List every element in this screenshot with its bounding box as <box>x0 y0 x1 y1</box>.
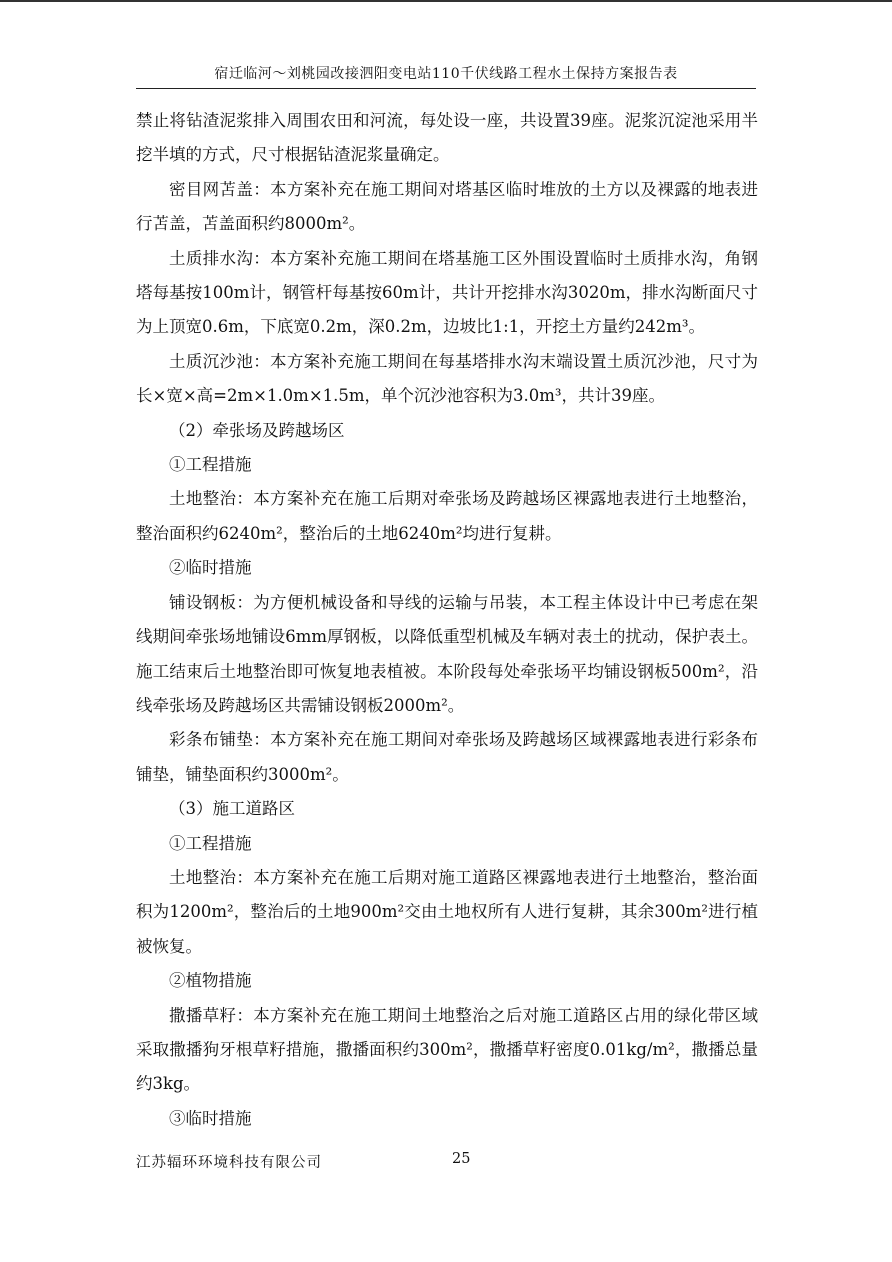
page-header-title: 宿迁临河～刘桃园改接泗阳变电站110千伏线路工程水土保持方案报告表 <box>214 66 678 82</box>
paragraph-steel-plate: 铺设钢板：为方便机械设备和导线的运输与吊装，本工程主体设计中已考虑在架线期间牵张场地铺设6mm厚钢板，以降低重型机械及车辆对表土的扰动，保护表土。施工结束后土地整治即可恢复地表植被。本阶段每处牵张场平均铺设钢板500m²，沿线牵张场及跨越场区共需铺设钢板2000m²。 <box>136 592 758 715</box>
paragraph-tarp-laying: 彩条布铺垫：本方案补充在施工期间对牵张场及跨越场区域裸露地表进行彩条布铺垫，铺垫面积约3000m²。 <box>136 730 758 784</box>
page-number: 25 <box>452 1151 471 1167</box>
footer-company: 江苏辐环环境科技有限公司 <box>136 1155 322 1171</box>
paragraph-settling-basin: 土质沉沙池：本方案补充施工期间在每基塔排水沟末端设置土质沉沙池，尺寸为长×宽×高=2m×1.0m×1.5m，单个沉沙池容积为3.0m³，共计39座。 <box>136 351 758 406</box>
subheading-engineering-measures: ①工程措施 <box>169 455 252 475</box>
subheading-plant-measures: ②植物措施 <box>169 971 252 991</box>
paragraph-land-rehab-road: 土地整治：本方案补充在施工后期对施工道路区裸露地表进行土地整治，整治面积为1200m²，整治后的土地900m²交由土地权所有人进行复耕，其余300m²进行植被恢复。 <box>136 867 758 956</box>
section-heading-tension-site: （2）牵张场及跨越场区 <box>169 420 345 440</box>
section-heading-road-area: （3）施工道路区 <box>169 799 295 819</box>
paragraph-grass-seeding: 撒播草籽：本方案补充在施工期间土地整治之后对施工道路区占用的绿化带区域采取撒播狗牙根草籽措施，撒播面积约300m²，撒播草籽密度0.01kg/m²，撒播总量约3kg。 <box>136 1005 758 1094</box>
top-border <box>0 0 892 2</box>
subheading-temporary-measures-road: ③临时措施 <box>169 1108 252 1128</box>
paragraph-drainage-ditch: 土质排水沟：本方案补充施工期间在塔基施工区外围设置临时土质排水沟，角钢塔每基按100m计，钢管杆每基按60m计，共计开挖排水沟3020m，排水沟断面尺寸为上顶宽0.6m，下底宽0.2m，深0.2m，边坡比1:1，开挖土方量约242m³。 <box>136 248 758 337</box>
header-divider <box>136 88 756 89</box>
paragraph-land-rehab-tension: 土地整治：本方案补充在施工后期对牵张场及跨越场区裸露地表进行土地整治，整治面积约6240m²，整治后的土地6240m²均进行复耕。 <box>136 489 758 543</box>
subheading-temporary-measures: ②临时措施 <box>169 558 252 578</box>
subheading-engineering-measures-road: ①工程措施 <box>169 833 252 853</box>
paragraph-mesh-cover: 密目网苫盖：本方案补充在施工期间对塔基区临时堆放的土方以及裸露的地表进行苫盖，苫盖面积约8000m²。 <box>136 179 758 234</box>
paragraph-slurry-continued: 禁止将钻渣泥浆排入周围农田和河流，每处设一座，共设置39座。泥浆沉淀池采用半挖半填的方式，尺寸根据钻渣泥浆量确定。 <box>136 111 758 165</box>
document-body <box>136 104 758 1136</box>
